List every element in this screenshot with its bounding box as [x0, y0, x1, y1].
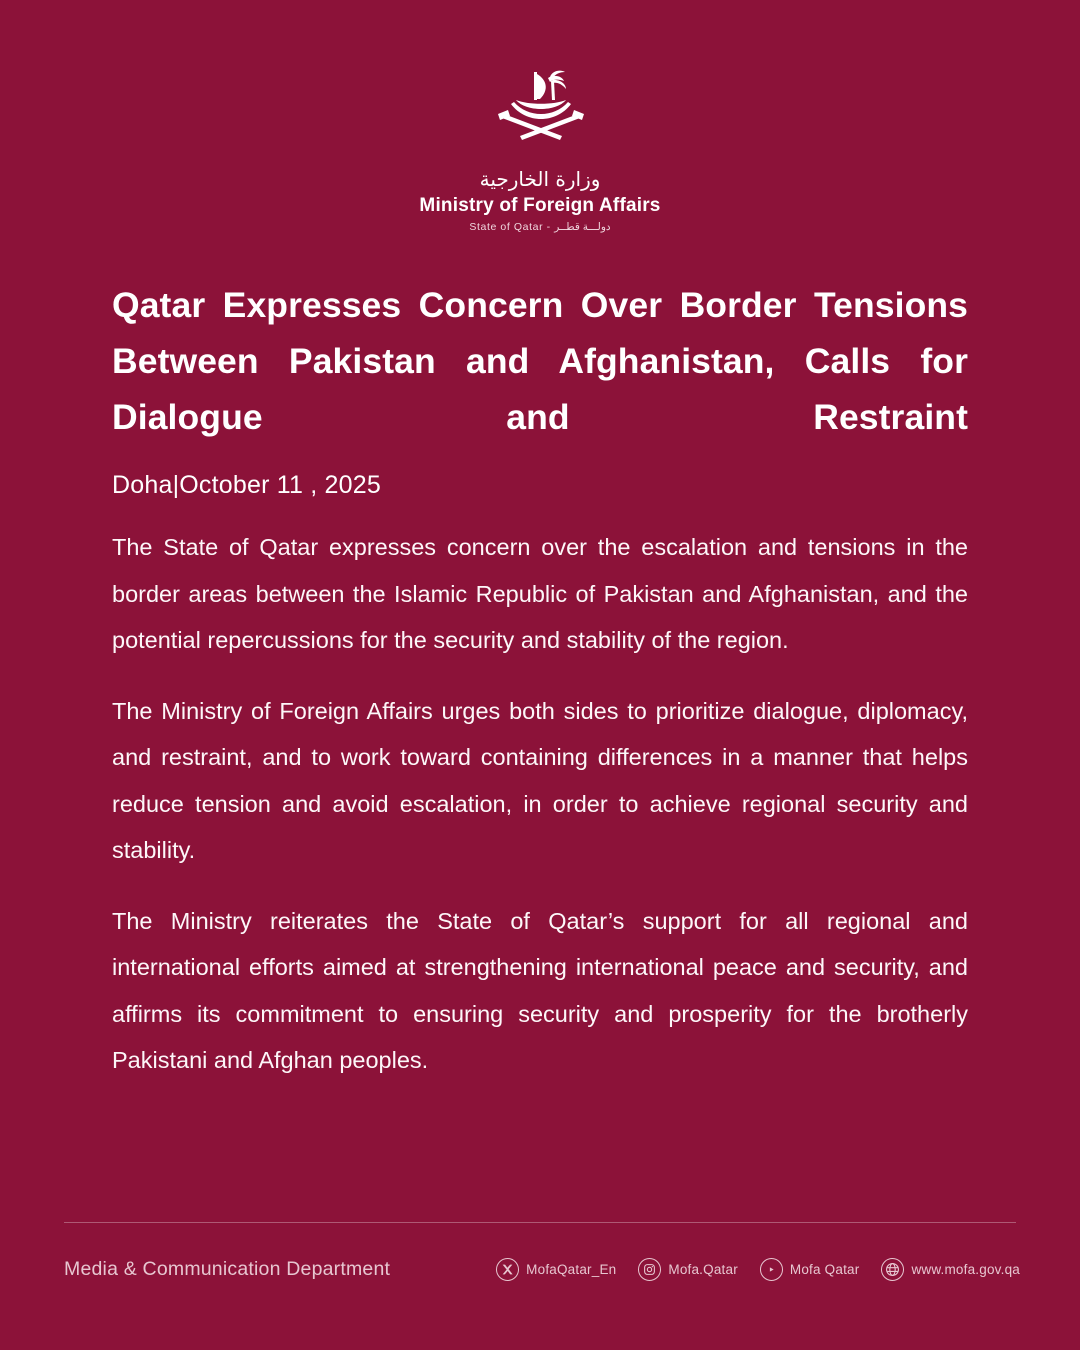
- social-link-youtube[interactable]: [760, 1258, 860, 1281]
- page-title: Qatar Expresses Concern Over Border Tensions Between Pakistan and Afghanistan, Calls for Dialogue and Restraint: [112, 285, 968, 438]
- globe-icon: [881, 1258, 904, 1281]
- qatar-state-emblem-icon: [474, 66, 606, 162]
- instagram-icon: [638, 1258, 661, 1281]
- x-twitter-icon: [496, 1258, 519, 1281]
- paragraph-3: The Ministry reiterates the State of Qatar’s support for all regional and international efforts aimed at strengthening international peace and security, and affirms its commitment to ensuring security and prosperity for the brotherly Pakistani and Afghan peoples.: [112, 907, 968, 1074]
- department-label: Media & Communication Department: [64, 1258, 391, 1280]
- social-handle: MofaQatar_En: [526, 1262, 617, 1277]
- footer-divider: [64, 1222, 1016, 1223]
- ministry-header: [0, 0, 1080, 233]
- website-url: www.mofa.gov.qa: [911, 1262, 1020, 1277]
- social-link-instagram[interactable]: [638, 1258, 738, 1281]
- youtube-icon: [760, 1258, 783, 1281]
- footer: [64, 1258, 1020, 1281]
- statement-body: [0, 277, 1080, 1084]
- ministry-name-arabic: وزارة الخارجية: [479, 167, 601, 191]
- social-link-x[interactable]: [496, 1258, 616, 1281]
- paragraph-1: The State of Qatar expresses concern over the escalation and tensions in the border areas between the Islamic Republic of Pakistan and Afghanistan, and the potential repercussions for the security and stability of the region.: [112, 534, 968, 654]
- social-handle: Mofa.Qatar: [668, 1262, 738, 1277]
- paragraph-2: The Ministry of Foreign Affairs urges both sides to prioritize dialogue, diplomacy, and restraint, and to work toward containing differences in a manner that helps reduce tension and avoid escalation, in order to achieve regional security and stability.: [112, 697, 968, 864]
- social-handle: Mofa Qatar: [789, 1262, 860, 1277]
- dateline: Doha|October 11 , 2025: [112, 471, 381, 500]
- social-links: [496, 1258, 1020, 1281]
- ministry-name-english: Ministry of Foreign Affairs: [419, 195, 661, 216]
- social-link-website[interactable]: [881, 1258, 1020, 1281]
- state-of-qatar-label: State of Qatar - دولـــة قطــر: [469, 221, 611, 233]
